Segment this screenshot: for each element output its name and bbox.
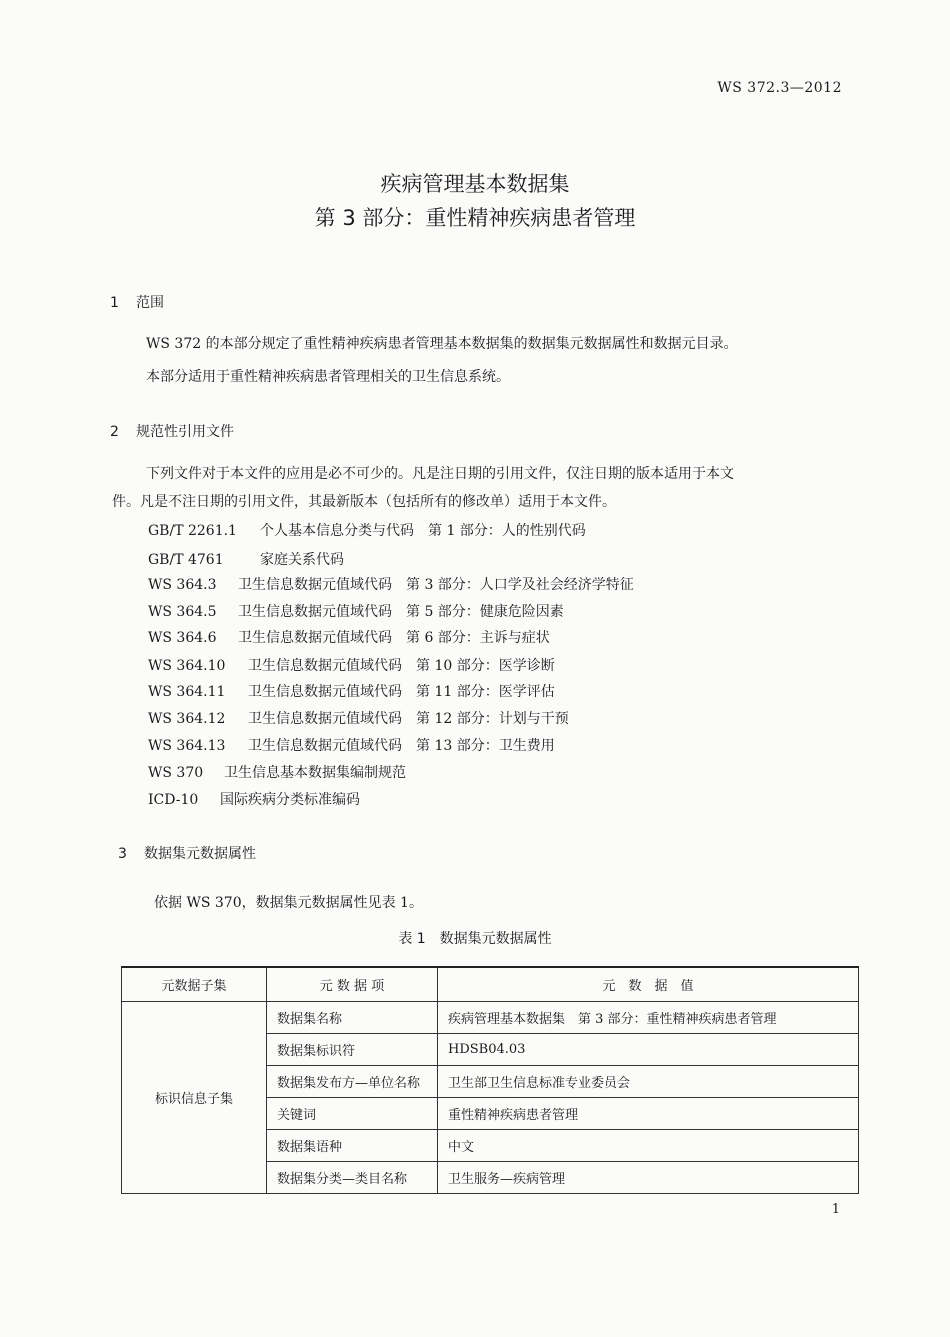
table-value-cell: 卫生部卫生信息标准专业委员会 [438,1066,859,1098]
table-value-cell: 卫生服务—疾病管理 [438,1162,859,1194]
section-1-para-2: 本部分适用于重性精神疾病患者管理相关的卫生信息系统。 [146,369,510,385]
section-1-para-1: WS 372 的本部分规定了重性精神疾病患者管理基本数据集的数据集元数据属性和数据元目录。 [146,336,738,352]
reference-code: GB/T 4761 [148,552,224,568]
section-3-para-1: 依据 WS 370，数据集元数据属性见表 1。 [154,895,423,911]
reference-title: 卫生信息数据元值域代码 第 3 部分：人口学及社会经济学特征 [238,577,634,593]
reference-item [148,627,550,647]
reference-code: WS 364.3 [148,577,217,593]
table-item-cell: 数据集分类—类目名称 [267,1162,438,1194]
table-value-cell: HDSB04.03 [438,1034,859,1066]
table-header-cell: 元 数 据 项 [267,967,438,1002]
section-number: 1 [110,295,119,311]
reference-code: ICD-10 [148,792,199,808]
reference-title: 卫生信息基本数据集编制规范 [224,765,406,781]
table-value-cell: 疾病管理基本数据集 第 3 部分：重性精神疾病患者管理 [438,1002,859,1034]
reference-item [148,574,634,594]
section-title: 范围 [136,295,164,311]
reference-code: WS 364.6 [148,630,217,646]
reference-item [148,520,586,540]
reference-item [148,655,555,675]
reference-title: 卫生信息数据元值域代码 第 11 部分：医学评估 [248,684,555,700]
table-header-cell: 元数据子集 [122,967,267,1002]
reference-item [148,681,555,701]
section-3-heading [118,843,256,863]
reference-item [148,549,344,569]
reference-code: GB/T 2261.1 [148,523,237,539]
page-number: 1 [831,1202,840,1217]
reference-code: WS 370 [148,765,204,781]
table-caption: 表 1 数据集元数据属性 [398,931,552,947]
document-code: WS 372.3—2012 [717,80,842,96]
reference-title: 国际疾病分类标准编码 [220,792,360,808]
reference-title: 个人基本信息分类与代码 第 1 部分：人的性别代码 [260,523,586,539]
section-number: 3 [118,846,127,862]
document-title: 疾病管理基本数据集 [380,172,570,196]
reference-title: 家庭关系代码 [260,552,344,568]
reference-item [148,735,555,755]
reference-item [148,789,360,809]
section-2-para-2: 件。凡是不注日期的引用文件，其最新版本（包括所有的修改单）适用于本文件。 [112,494,616,510]
section-title: 数据集元数据属性 [144,846,256,862]
reference-code: WS 364.13 [148,738,226,754]
table-item-cell: 数据集名称 [267,1002,438,1034]
table-item-cell: 数据集发布方—单位名称 [267,1066,438,1098]
reference-item [148,601,564,621]
table-group-cell: 标识信息子集 [122,1002,267,1194]
table-header-row [122,967,859,1002]
section-title: 规范性引用文件 [136,424,234,440]
section-1-heading [110,292,164,312]
table-item-cell: 数据集语种 [267,1130,438,1162]
metadata-table [121,966,859,1194]
reference-code: WS 364.12 [148,711,226,727]
section-number: 2 [110,424,119,440]
reference-code: WS 364.11 [148,684,226,700]
reference-code: WS 364.10 [148,658,226,674]
reference-code: WS 364.5 [148,604,217,620]
document-subtitle: 第 3 部分：重性精神疾病患者管理 [314,206,636,230]
table-value-cell: 重性精神疾病患者管理 [438,1098,859,1130]
table-item-cell: 数据集标识符 [267,1034,438,1066]
reference-title: 卫生信息数据元值域代码 第 6 部分：主诉与症状 [238,630,550,646]
table-value-cell: 中文 [438,1130,859,1162]
table-item-cell: 关键词 [267,1098,438,1130]
reference-title: 卫生信息数据元值域代码 第 12 部分：计划与干预 [248,711,569,727]
reference-title: 卫生信息数据元值域代码 第 13 部分：卫生费用 [248,738,555,754]
table-header-cell: 元 数 据 值 [438,967,859,1002]
section-2-heading [110,421,234,441]
reference-title: 卫生信息数据元值域代码 第 10 部分：医学诊断 [248,658,555,674]
reference-item [148,762,406,782]
reference-item [148,708,569,728]
table-row [122,1002,859,1034]
reference-title: 卫生信息数据元值域代码 第 5 部分：健康危险因素 [238,604,564,620]
section-2-para-1: 下列文件对于本文件的应用是必不可少的。凡是注日期的引用文件，仅注日期的版本适用于本文 [146,466,734,482]
